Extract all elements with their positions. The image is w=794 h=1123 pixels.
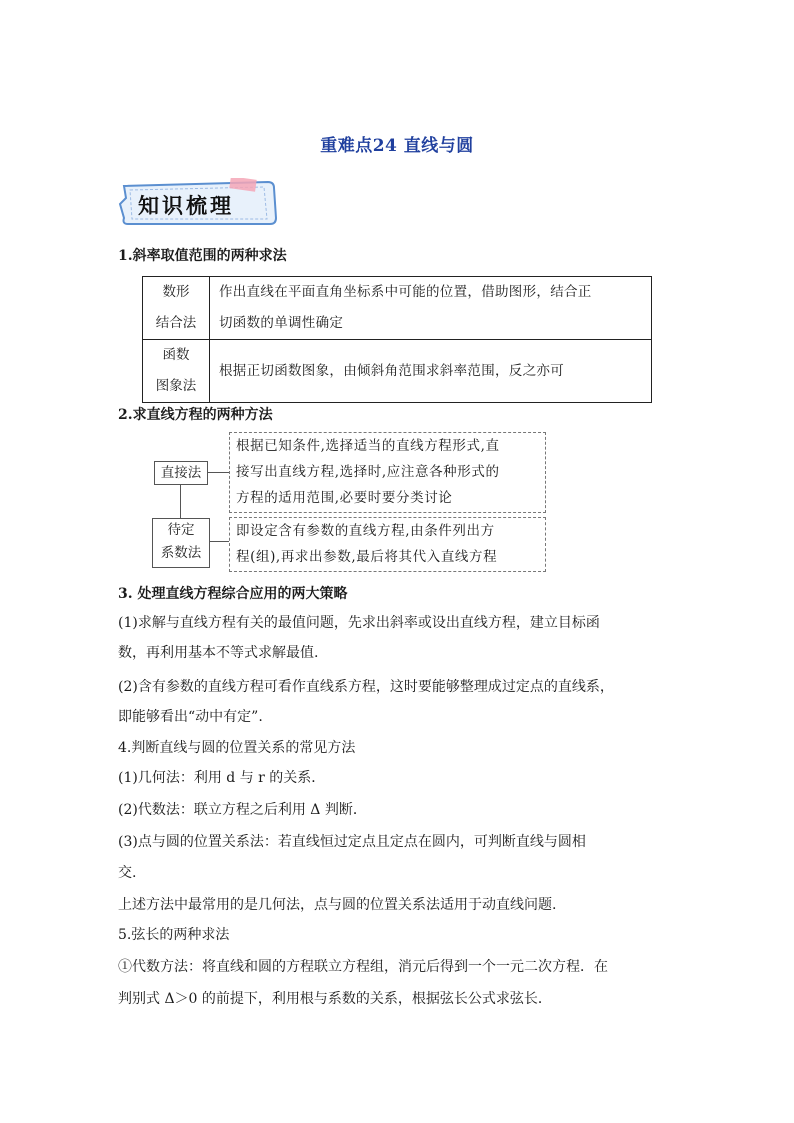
connector-line	[209, 541, 229, 542]
method-name-cell	[143, 340, 210, 403]
paragraph-line: (1)求解与直线方程有关的最值问题，先求出斜率或设出直线方程，建立目标函	[118, 615, 600, 631]
desc-line: 根据已知条件,选择适当的直线方程形式,直	[236, 438, 500, 454]
method-desc-line: 作出直线在平面直角坐标系中可能的位置，借助图形，结合正	[219, 284, 592, 300]
method-undetermined-label: 系数法	[160, 545, 202, 561]
connector-line	[207, 472, 229, 473]
method-direct-label: 直接法	[160, 465, 202, 481]
desc-line: 方程的适用范围,必要时要分类讨论	[236, 490, 453, 506]
paragraph-line: (3)点与圆的位置关系法：若直线恒过定点且定点在圆内，可判断直线与圆相	[118, 834, 586, 850]
method-name-line: 数形	[162, 284, 190, 300]
method-desc-line: 切函数的单调性确定	[219, 315, 344, 331]
section-2-heading: 2.求直线方程的两种方法	[118, 407, 273, 423]
paragraph-line: (2)含有参数的直线方程可看作直线系方程，这时要能够整理成过定点的直线系，	[118, 679, 614, 695]
table-row	[143, 340, 652, 403]
method-undetermined-desc-box	[229, 517, 546, 572]
method-name-cell	[143, 277, 210, 340]
connector-line	[180, 484, 181, 518]
method-undetermined-label: 待定	[167, 522, 195, 538]
table-row	[143, 277, 652, 340]
paragraph-line: 数，再利用基本不等式求解最值.	[118, 645, 319, 661]
paragraph-line: 即能够看出“动中有定”.	[118, 709, 263, 725]
paragraph-line: (1)几何法：利用 d 与 r 的关系．	[118, 770, 326, 786]
method-direct-box	[154, 461, 208, 485]
method-name-line: 图象法	[155, 378, 197, 394]
desc-line: 程(组),再求出参数,最后将其代入直线方程	[236, 549, 498, 565]
paragraph-line: (2)代数法：联立方程之后利用 Δ 判断．	[118, 802, 367, 818]
section-4-heading: 4.判断直线与圆的位置关系的常见方法	[118, 740, 356, 756]
section-3-heading: 3. 处理直线方程综合应用的两大策略	[118, 586, 348, 602]
banner-label: 知识梳理	[138, 193, 234, 218]
method-desc-line: 根据正切函数图象，由倾斜角范围求斜率范围，反之亦可	[219, 362, 564, 379]
paragraph-line: 交.	[118, 865, 137, 881]
method-desc-cell	[210, 277, 652, 340]
method-name-line: 结合法	[155, 315, 197, 331]
method-name-line: 函数	[162, 347, 190, 363]
section-5-heading: 5.弦长的两种求法	[118, 927, 230, 943]
method-direct-desc-box	[229, 432, 546, 513]
desc-line: 接写出直线方程,选择时,应注意各种形式的	[236, 464, 500, 480]
method-undetermined-box	[152, 518, 210, 568]
desc-line: 即设定含有参数的直线方程,由条件列出方	[236, 523, 495, 539]
paragraph-line: 判别式 Δ＞0 的前提下，利用根与系数的关系，根据弦长公式求弦长．	[118, 991, 552, 1007]
paragraph-line: 上述方法中最常用的是几何法，点与圆的位置关系法适用于动直线问题.	[118, 897, 557, 913]
section-1-heading: 1.斜率取值范围的两种求法	[118, 248, 287, 264]
page-title: 重难点24 直线与圆	[320, 136, 474, 156]
paragraph-line: ①代数方法：将直线和圆的方程联立方程组，消元后得到一个一元二次方程．在	[118, 959, 608, 975]
slope-methods-table	[142, 276, 652, 403]
method-desc-cell	[210, 340, 652, 403]
